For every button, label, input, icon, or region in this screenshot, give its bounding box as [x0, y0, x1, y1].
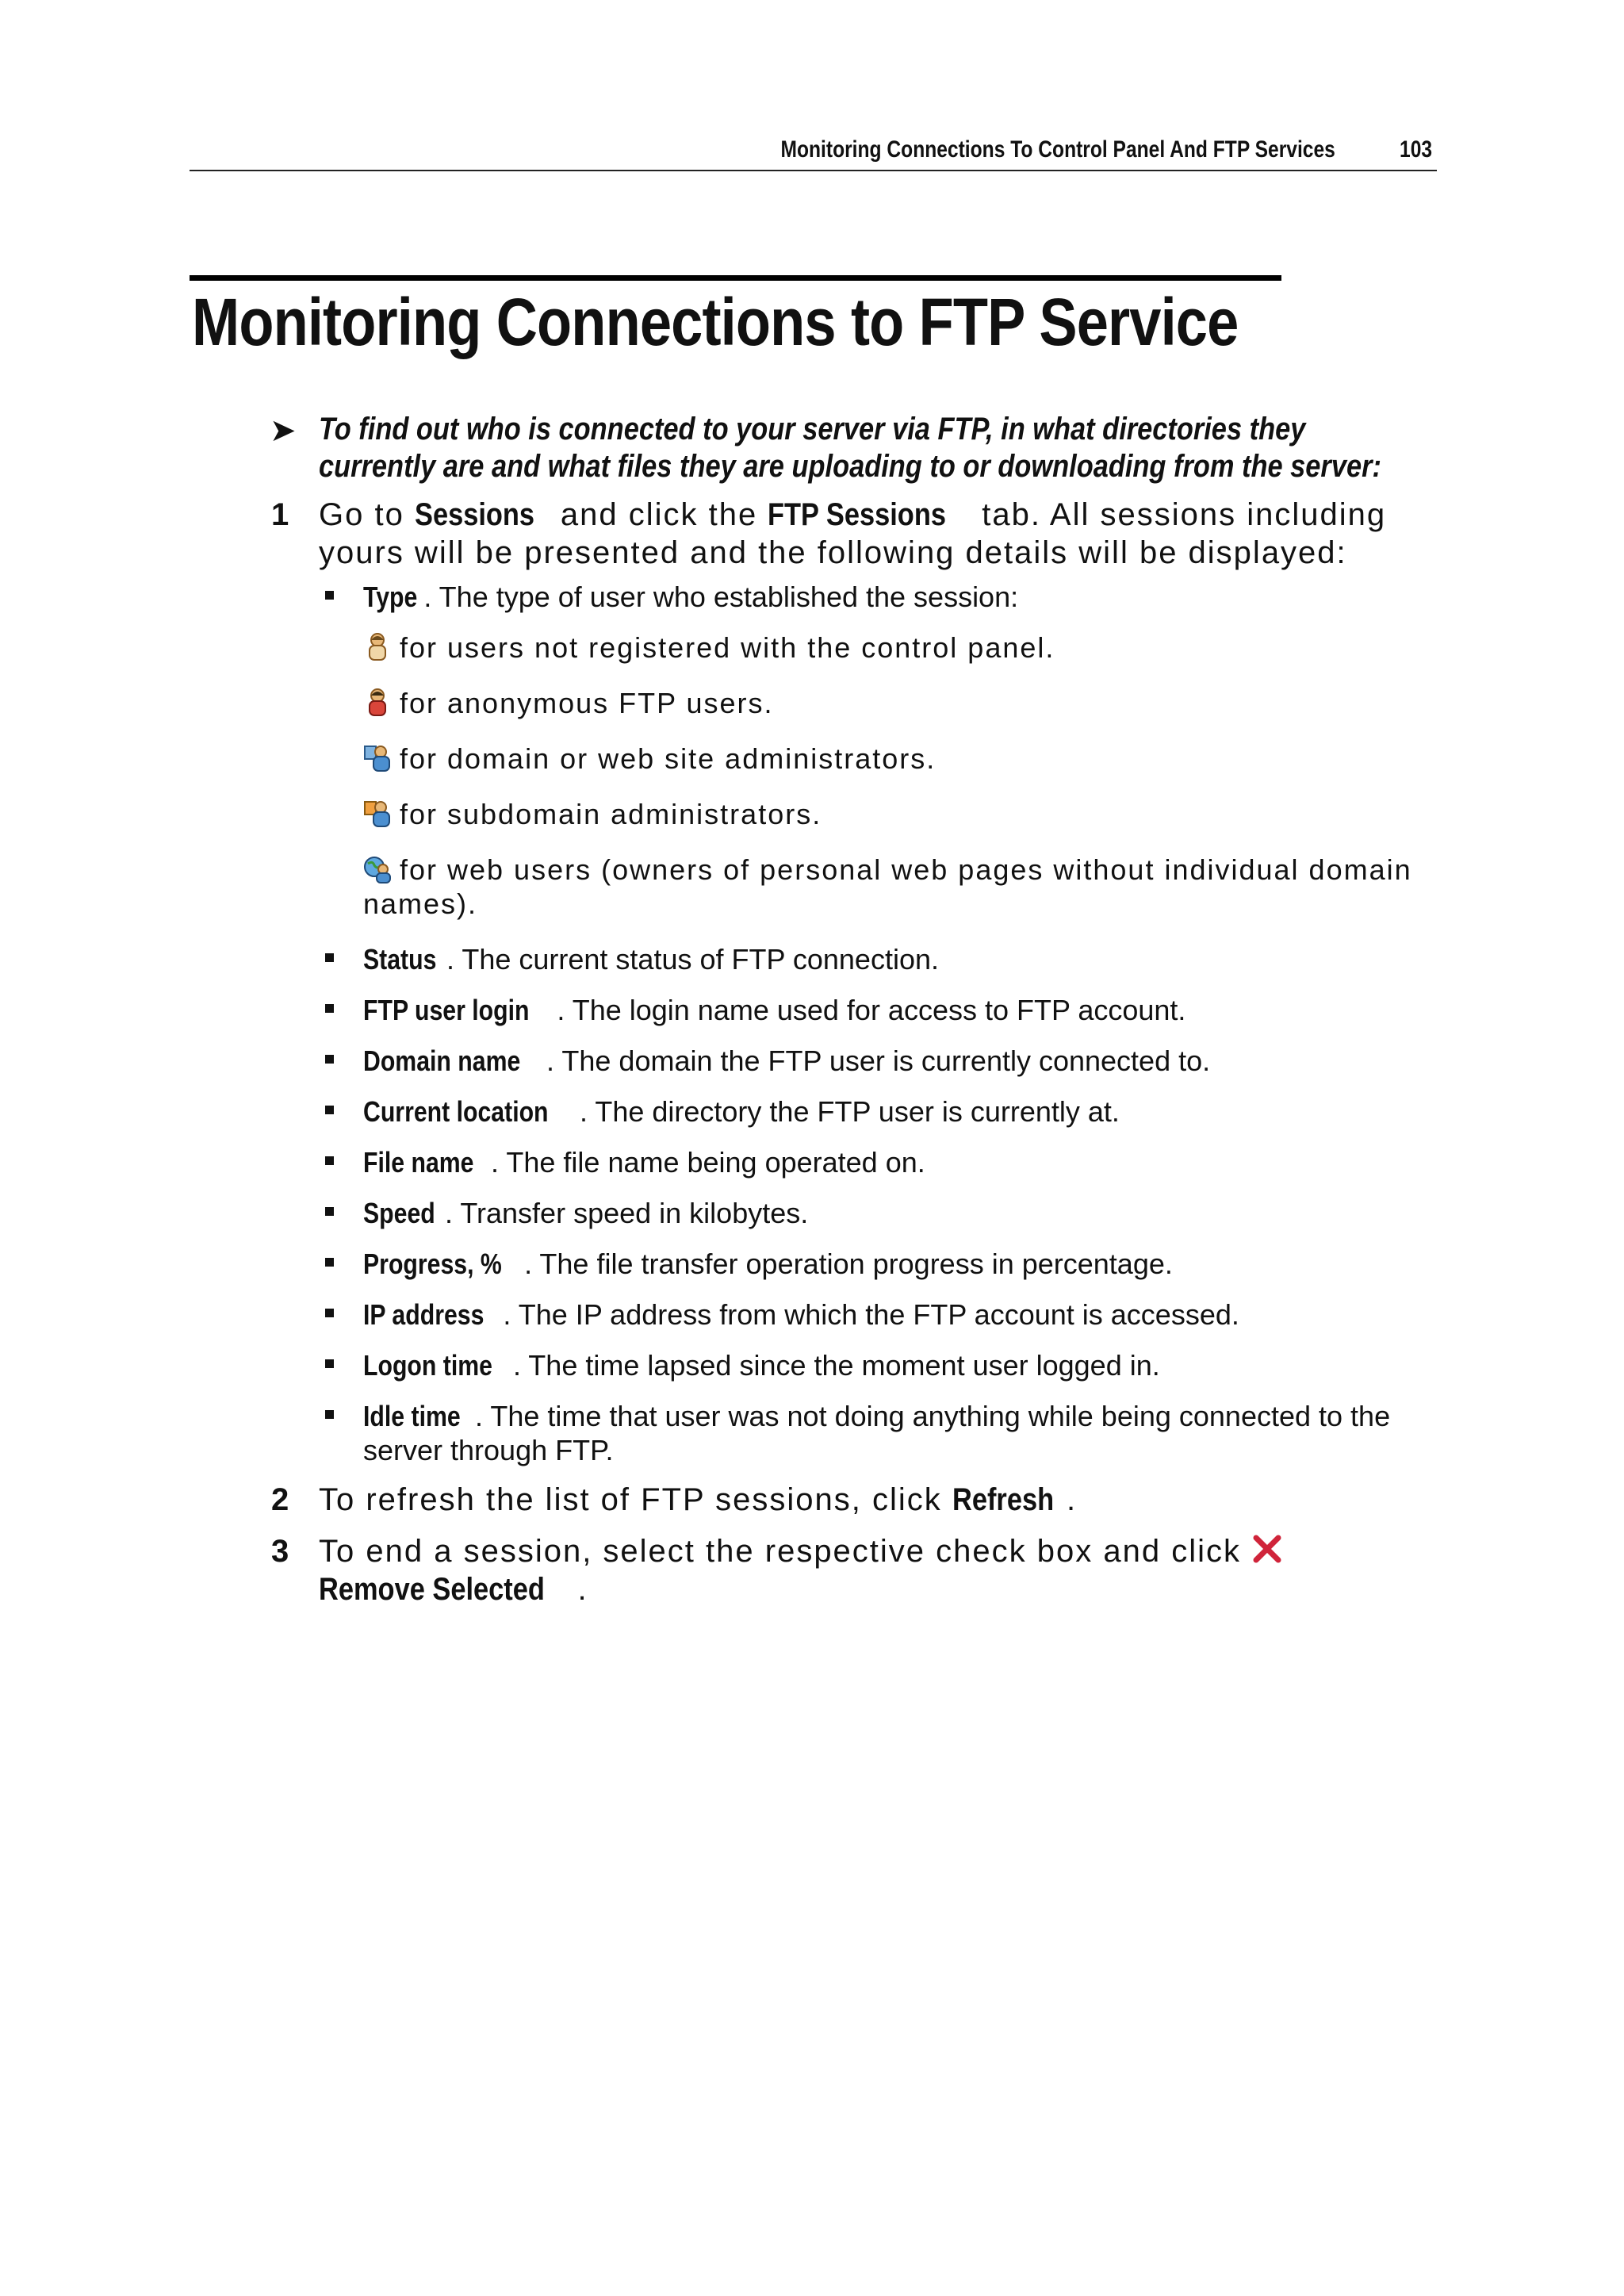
detail-status [270, 942, 1443, 976]
step-text: To end a session, select the respective check box and click [319, 1534, 1252, 1569]
detail-current-location [270, 1094, 1443, 1129]
type-domain-admin [270, 742, 1443, 776]
detail-term: FTP user login [363, 994, 530, 1026]
square-bullet-icon [325, 1004, 334, 1013]
detail-progress [270, 1247, 1443, 1281]
header-title: Monitoring Connections To Control Panel And FTP Services [780, 136, 1335, 163]
detail-term: Logon time [363, 1349, 492, 1382]
detail-desc: . The file name being operated on. [491, 1146, 925, 1179]
page-title: Monitoring Connections to FTP Service [192, 285, 1239, 359]
details-list [270, 580, 1443, 614]
details-list-continued [270, 942, 1443, 1467]
type-desc: for users not registered with the control panel. [400, 631, 1055, 664]
detail-ip-address [270, 1297, 1443, 1332]
type-desc: for domain or web site administrators. [400, 742, 936, 775]
step-number: 2 [271, 1482, 289, 1517]
square-bullet-icon [325, 1410, 334, 1419]
step-text: and click the [550, 497, 768, 532]
square-bullet-icon [325, 1359, 334, 1368]
steps-list [270, 496, 1443, 1608]
square-bullet-icon [325, 1106, 334, 1114]
detail-desc: . The domain the FTP user is currently connected to. [546, 1045, 1211, 1077]
step-number: 3 [271, 1534, 289, 1569]
type-anonymous [270, 686, 1443, 720]
type-desc: for subdomain administrators. [400, 798, 822, 830]
step-text: Go to [319, 497, 415, 532]
detail-idle-time [270, 1399, 1443, 1467]
detail-term: Idle time [363, 1400, 461, 1432]
detail-logon-time [270, 1348, 1443, 1382]
detail-desc: . The login name used for access to FTP account. [557, 994, 1186, 1026]
detail-term: Domain name [363, 1045, 521, 1077]
type-desc: for web users (owners of personal web pages without individual domain names). [363, 853, 1412, 920]
detail-desc: . Transfer speed in kilobytes. [445, 1197, 809, 1229]
ftp-sessions-term: FTP Sessions [768, 497, 947, 532]
detail-term: Type [363, 581, 418, 613]
detail-desc: . The current status of FTP connection. [446, 943, 939, 976]
title-rule [190, 275, 1281, 281]
detail-term: Progress, % [363, 1248, 502, 1280]
detail-term: Current location [363, 1095, 549, 1128]
unregistered-user-icon [363, 632, 392, 662]
detail-term: Speed [363, 1197, 435, 1229]
detail-file-name [270, 1145, 1443, 1179]
square-bullet-icon [325, 591, 334, 600]
sessions-term: Sessions [414, 497, 535, 532]
refresh-term: Refresh [952, 1482, 1054, 1517]
procedure-text: To find out who is connected to your server via FTP, in what directories they currently are and what files they are uploading to or downloading from the server: [319, 412, 1381, 484]
detail-speed [270, 1196, 1443, 1230]
square-bullet-icon [325, 1258, 334, 1267]
detail-term: File name [363, 1146, 474, 1179]
detail-type [270, 580, 1443, 614]
step-text: tab. All sessions including yours will be presented and the following details will be displayed: [319, 497, 1387, 570]
procedure-heading [270, 411, 1427, 485]
detail-term: Status [363, 943, 437, 976]
detail-desc: . The file transfer operation progress in percentage. [524, 1248, 1173, 1280]
step-1 [270, 496, 1443, 1467]
step-3 [270, 1532, 1443, 1608]
detail-domain-name [270, 1044, 1443, 1078]
arrowhead-bullet-icon: ➤ [270, 413, 297, 448]
detail-term: IP address [363, 1298, 485, 1331]
step-text: . [1067, 1482, 1078, 1517]
detail-desc: . The time lapsed since the moment user logged in. [512, 1349, 1160, 1382]
step-2 [270, 1481, 1443, 1519]
step-number: 1 [271, 497, 289, 532]
type-web-user [270, 853, 1443, 921]
square-bullet-icon [325, 1055, 334, 1064]
detail-ftp-user-login [270, 993, 1443, 1027]
square-bullet-icon [325, 1309, 334, 1317]
step-text: . [577, 1572, 588, 1607]
type-subdomain-admin [270, 797, 1443, 831]
detail-desc: . The IP address from which the FTP account is accessed. [503, 1298, 1239, 1331]
anonymous-user-icon [363, 688, 392, 718]
type-unregistered [270, 631, 1443, 665]
detail-desc: . The directory the FTP user is currently at. [579, 1095, 1120, 1128]
detail-desc: . The type of user who established the session: [423, 581, 1019, 613]
step-text: To refresh the list of FTP sessions, click [319, 1482, 952, 1517]
remove-selected-term: Remove Selected [319, 1572, 545, 1607]
red-x-remove-icon [1251, 1533, 1283, 1565]
square-bullet-icon [325, 953, 334, 962]
type-desc: for anonymous FTP users. [400, 687, 774, 719]
running-header [190, 135, 1437, 171]
square-bullet-icon [325, 1156, 334, 1165]
web-user-globe-icon [363, 854, 392, 884]
detail-desc: . The time that user was not doing anything while being connected to the server through FTP. [363, 1400, 1391, 1466]
square-bullet-icon [325, 1207, 334, 1216]
domain-admin-icon [363, 743, 392, 773]
subdomain-admin-icon [363, 799, 392, 829]
page-number: 103 [1399, 136, 1432, 163]
